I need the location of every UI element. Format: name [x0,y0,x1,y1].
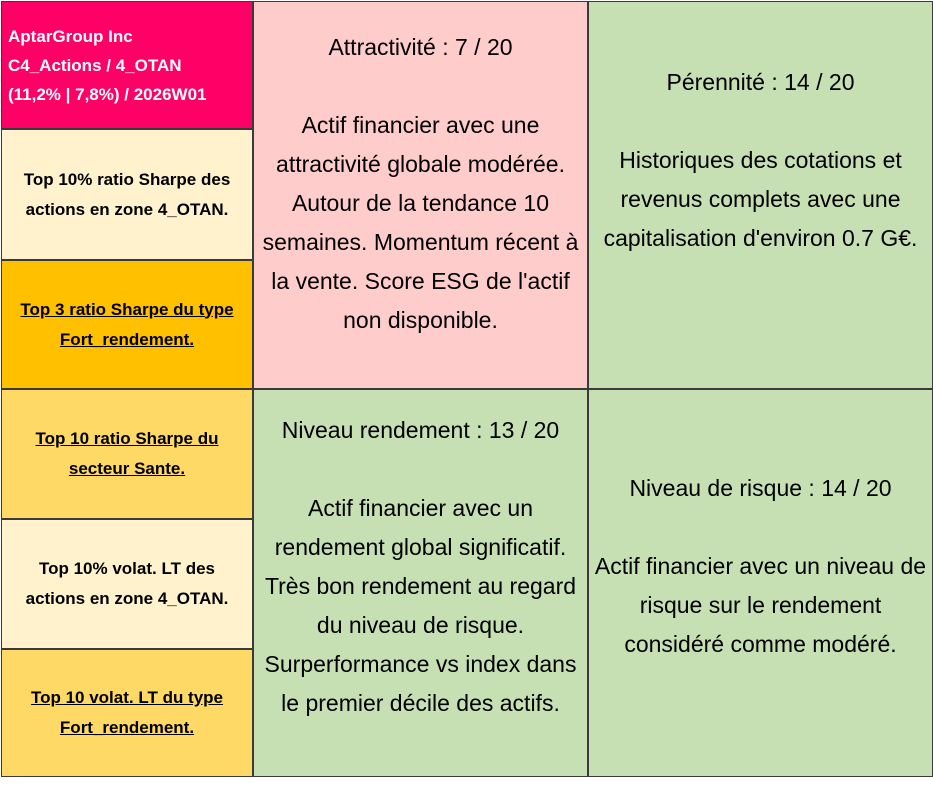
stock-header-cell [1,1,253,129]
badge-volat-type-text: Top 10 volat. LT du type Fort_rendement. [30,688,224,737]
attractivite-cell [253,1,588,389]
perennite-body: Historiques des cotations et revenus complets avec une capitalisation d'environ 0.7 G€. [603,146,918,251]
spacer [593,508,928,547]
badge-sharpe-zone [1,129,253,260]
badge-sharpe-sector-text: Top 10 ratio Sharpe du secteur Sante. [35,429,219,478]
badge-volat-zone [1,519,253,649]
perennite-cell [588,1,933,389]
attractivite-title: Attractivité : 7 / 20 [328,34,513,60]
spacer [258,450,583,489]
badge-sharpe-type [1,260,253,389]
badge-volat-type [1,649,253,777]
risque-title: Niveau de risque : 14 / 20 [629,474,892,501]
badge-sharpe-zone-text: Top 10% ratio Sharpe des actions en zone 4_OTAN. [23,169,231,219]
stock-period: (11,2% | 7,8%) / 2026W01 [8,84,207,104]
spacer [258,67,583,106]
perennite-title: Pérennité : 14 / 20 [666,68,855,95]
rendement-title: Niveau rendement : 13 / 20 [281,417,560,443]
badge-volat-zone-text: Top 10% volat. LT des actions en zone 4_OTAN. [25,559,229,608]
badge-sharpe-sector [1,389,253,519]
rendement-body: Actif financier avec un rendement global significatif. Très bon rendement au regard du niveau de risque. Surperformance vs index dans le premier décile des actifs. [264,495,577,716]
attractivite-body: Actif financier avec une attractivité globale modérée. Autour de la tendance 10 semaines. Momentum récent à la vente. Score ESG de l'actif non disponible. [262,112,579,333]
rendement-cell [253,389,588,777]
badge-sharpe-type-text: Top 3 ratio Sharpe du type Fort_rendement. [20,299,234,349]
stock-name: AptarGroup Inc [8,26,133,46]
risque-cell [588,389,933,777]
risque-body: Actif financier avec un niveau de risque sur le rendement considéré comme modéré. [594,552,927,657]
spacer [593,102,928,141]
stock-category: C4_Actions / 4_OTAN [8,55,182,75]
